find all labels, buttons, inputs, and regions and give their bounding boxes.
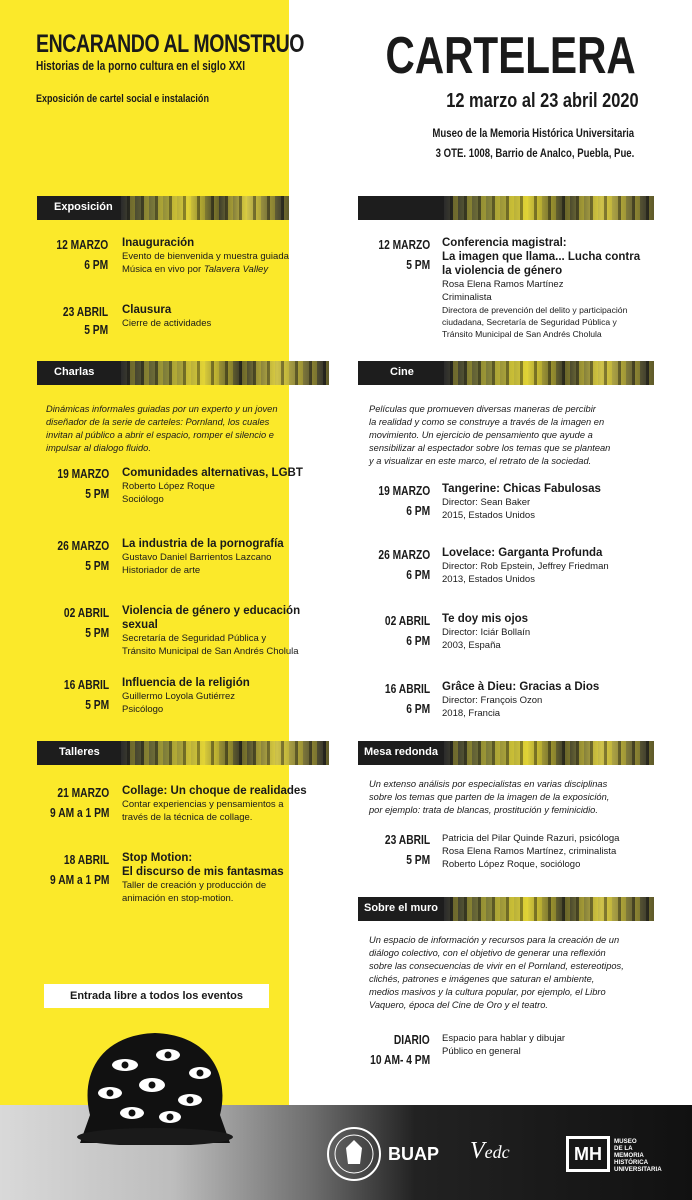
mh-logo: MH xyxy=(566,1136,610,1172)
event-date: 19 MARZO xyxy=(57,467,109,481)
event-line: Tránsito Municipal de San Andrés Cholula xyxy=(442,329,602,339)
event-line: ciudadana, Secretaría de Seguridad Pública y xyxy=(442,317,617,327)
event-time: 9 AM a 1 PM xyxy=(49,806,109,820)
event-line: Cierre de actividades xyxy=(122,318,212,329)
event-line: 2003, España xyxy=(442,640,501,651)
section-label-muro: Sobre el muro xyxy=(364,902,438,914)
event-date: 02 ABRIL xyxy=(384,614,430,628)
exhibition-subtitle: Historias de la porno cultura en el siglo XXI xyxy=(36,58,246,73)
event-title: La industria de la pornografía xyxy=(122,538,284,550)
mesa-intro: Un extenso análisis por especialistas en varias disciplinas sobre los temas que parten de la imagen de la exposición, por ejemplo: trata de blancas, prostitución y feminicidio. xyxy=(369,779,610,815)
section-label-talleres: Talleres xyxy=(59,746,100,758)
event-line: Música en vivo por Talavera Valley xyxy=(122,264,269,275)
event-time: 5 PM xyxy=(85,487,109,501)
event-line: Gustavo Daniel Barrientos Lazcano xyxy=(122,552,272,563)
section-bar-cine xyxy=(358,361,654,385)
event-line: Espacio para hablar y dibujar xyxy=(442,1033,566,1044)
section-label-cine: Cine xyxy=(390,366,414,378)
event-line: Historiador de arte xyxy=(122,565,201,576)
university-seal-logo xyxy=(326,1126,382,1182)
event-title: la violencia de género xyxy=(442,265,563,277)
event-line: Criminalista xyxy=(442,292,492,303)
event-time: 6 PM xyxy=(406,568,430,582)
panelist: Rosa Elena Ramos Martínez, criminalista xyxy=(442,846,617,857)
band-name: Talavera Valley xyxy=(203,264,269,275)
muro-intro: Un espacio de información y recursos para la creación de un diálogo colectivo, con el objetivo de generar una reflexión sobre las consecuencias de vivir en el Pornland, estereotipos, clichés, patrones e imágenes que saturan el ambiente, medios masivos y la cultura popular, por ejemplo, el Libro Vaquero, época del Cine de Oro y el teatro. xyxy=(369,935,624,1010)
event-time: 5 PM xyxy=(406,258,430,272)
panelist: Roberto López Roque, sociólogo xyxy=(442,859,581,870)
section-label-exposicion: Exposición xyxy=(54,201,113,213)
event-title: La imagen que llama... Lucha contra xyxy=(442,251,641,263)
event-line: Secretaría de Seguridad Pública y xyxy=(122,633,267,644)
section-photo-strip xyxy=(444,897,654,921)
event-title: Collage: Un choque de realidades xyxy=(122,785,307,797)
event-title: Comunidades alternativas, LGBT xyxy=(122,467,303,479)
event-date: 23 ABRIL xyxy=(384,833,430,847)
event-line: Director: Rob Epstein, Jeffrey Friedman xyxy=(442,561,609,572)
event-date: 19 MARZO xyxy=(378,484,430,498)
event-time: 5 PM xyxy=(85,626,109,640)
section-photo-strip xyxy=(121,196,289,220)
event-title: sexual xyxy=(122,619,158,631)
event-title: Clausura xyxy=(122,304,172,316)
event-date: 26 MARZO xyxy=(57,539,109,553)
event-line: 2015, Estados Unidos xyxy=(442,510,535,521)
section-label-mesa: Mesa redonda xyxy=(364,746,438,758)
event-time: 6 PM xyxy=(406,634,430,648)
event-line: Directora de prevención del delito y participación xyxy=(442,305,628,315)
charlas-intro: Dinámicas informales guiadas por un experto y un joven diseñador de la serie de carteles: Pornland, los cuales invitan al público a abrir el espacio, romper el silencio e impulsar al dialogo fluido. xyxy=(46,404,278,453)
date-range: 12 marzo al 23 abril 2020 xyxy=(446,90,639,112)
section-bar-charlas xyxy=(37,361,329,385)
section-photo-strip xyxy=(444,361,654,385)
event-date: 16 ABRIL xyxy=(384,682,430,696)
event-line: Director: François Ozon xyxy=(442,695,543,706)
event-date: 12 MARZO xyxy=(378,238,430,252)
event-line: Contar experiencias y pensamientos a xyxy=(122,799,284,810)
event-title: Conferencia magistral: xyxy=(442,237,567,249)
section-photo-strip xyxy=(121,741,329,765)
event-time: 10 AM- 4 PM xyxy=(369,1053,430,1067)
section-bar-muro xyxy=(358,897,654,921)
event-date: 12 MARZO xyxy=(56,238,108,252)
vedc-v-glyph: V xyxy=(470,1138,485,1164)
event-title: Stop Motion: xyxy=(122,852,193,864)
buap-logo: BUAP xyxy=(388,1144,440,1164)
museum-address: 3 OTE. 1008, Barrio de Analco, Puebla, Pue. xyxy=(435,146,634,160)
event-title: Grâce à Dieu: Gracias a Dios xyxy=(442,681,600,693)
event-line: Taller de creación y producción de xyxy=(122,880,267,891)
event-time: 6 PM xyxy=(406,504,430,518)
event-line: Rosa Elena Ramos Martínez xyxy=(442,279,564,290)
event-time: 5 PM xyxy=(85,559,109,573)
event-time: 5 PM xyxy=(406,853,430,867)
section-photo-strip xyxy=(444,196,654,220)
event-title: El discurso de mis fantasmas xyxy=(122,866,284,878)
event-title: Tangerine: Chicas Fabulosas xyxy=(442,483,601,495)
monster-illustration xyxy=(70,1025,240,1145)
cine-intro: Películas que promueven diversas maneras de percibir la realidad y como se construye a través de la imagen en movimiento. Un ejercicio de pensamiento que ayude a sensibilizar al espectador sobre los temas que se plantean y a visualizar en este marco, el retrato de la sociedad. xyxy=(369,404,611,466)
section-bar-mesa xyxy=(358,741,654,765)
event-line: animación en stop-motion. xyxy=(122,893,234,904)
section-bar-conferencia xyxy=(358,196,654,220)
section-bar-exposicion xyxy=(37,196,289,220)
event-line: Público en general xyxy=(442,1046,521,1057)
section-label-charlas: Charlas xyxy=(54,366,95,378)
event-date: 21 MARZO xyxy=(57,786,109,800)
section-photo-strip xyxy=(444,741,654,765)
event-date: 16 ABRIL xyxy=(63,678,109,692)
cartelera-heading: CARTELERA xyxy=(385,27,636,85)
event-line: través de la técnica de collage. xyxy=(122,812,253,823)
event-title: Inauguración xyxy=(122,237,195,249)
exhibition-title: ENCARANDO AL MONSTRUO xyxy=(36,30,305,58)
panelist: Patricia del Pilar Quinde Razuri, psicóloga xyxy=(442,833,620,844)
event-title: Violencia de género y educación xyxy=(122,605,301,617)
event-line: 2018, Francia xyxy=(442,708,501,719)
museum-logo-text: MUSEO DE LA MEMORIA HISTÓRICA UNIVERSITARIA xyxy=(614,1138,662,1173)
event-time: 6 PM xyxy=(84,258,108,272)
event-line: Tránsito Municipal de San Andrés Cholula xyxy=(122,646,299,657)
exhibition-type: Exposición de cartel social e instalación xyxy=(36,93,209,105)
event-date: DIARIO xyxy=(394,1033,430,1047)
event-line: 2013, Estados Unidos xyxy=(442,574,535,585)
event-time: 9 AM a 1 PM xyxy=(49,873,109,887)
event-date: 23 ABRIL xyxy=(62,305,108,319)
event-line: Director: Sean Baker xyxy=(442,497,531,508)
event-line: Psicólogo xyxy=(122,704,164,715)
event-title: Te doy mis ojos xyxy=(442,613,529,625)
event-time: 6 PM xyxy=(406,702,430,716)
event-time: 5 PM xyxy=(85,698,109,712)
event-line: Guillermo Loyola Gutiérrez xyxy=(122,691,235,702)
event-line: Roberto López Roque xyxy=(122,481,215,492)
free-entry-banner: Entrada libre a todos los eventos xyxy=(44,984,269,1008)
event-line: Director: Iciár Bollaín xyxy=(442,627,531,638)
section-photo-strip xyxy=(121,361,329,385)
event-title: Influencia de la religión xyxy=(122,677,250,689)
museum-name: Museo de la Memoria Histórica Universitaria xyxy=(432,126,634,140)
event-line: Sociólogo xyxy=(122,494,164,505)
event-date: 02 ABRIL xyxy=(63,606,109,620)
section-bar-talleres xyxy=(37,741,329,765)
event-time: 5 PM xyxy=(84,323,108,337)
event-line: Evento de bienvenida y muestra guiada xyxy=(122,251,289,262)
vedc-logo: Vedc xyxy=(470,1138,510,1164)
event-date: 18 ABRIL xyxy=(63,853,109,867)
event-title: Lovelace: Garganta Profunda xyxy=(442,547,603,559)
event-date: 26 MARZO xyxy=(378,548,430,562)
